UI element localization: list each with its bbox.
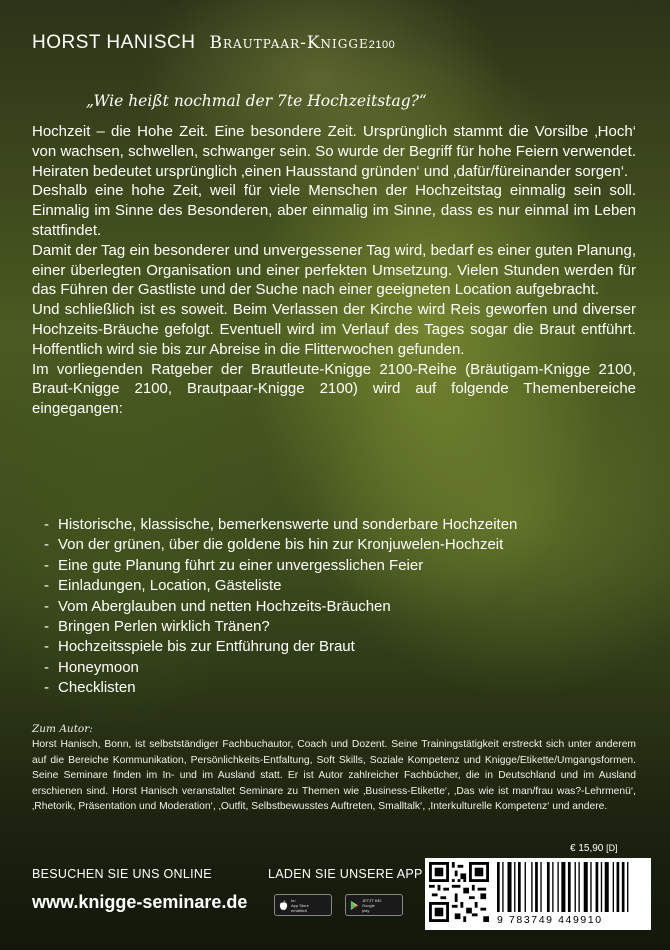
list-bullet: - — [44, 658, 49, 676]
visit-label: BESUCHEN SIE UNS ONLINE — [32, 867, 212, 881]
list-bullet: - — [44, 679, 49, 697]
list-bullet: - — [44, 516, 49, 533]
isbn-number: 9 783749 449910 — [497, 914, 603, 926]
author-name: HORST HANISCH — [32, 32, 196, 53]
list-item — [44, 515, 517, 535]
barcode-bar — [627, 862, 628, 912]
list-item — [44, 597, 517, 617]
list-item — [44, 678, 517, 698]
barcode-bar — [514, 862, 515, 912]
topic-text: Hochzeitsspiele bis zur Entführung der Braut — [58, 638, 355, 656]
paragraph: Und schließlich ist es soweit. Beim Verlassen der Kirche wird Reis geworfen und diverser Hochzeits-Bräuche gefolgt. Eventuell wird im Verlauf des Tages sogar die Braut entführt. Hoffentlich wird sie bis zur Abreise in die Flitterwochen gefunden. — [32, 301, 636, 358]
website-link[interactable]: www.knigge-seminare.de — [32, 892, 248, 912]
paragraph: Deshalb eine hohe Zeit, weil für viele Menschen der Hochzeitstag einmalig sein soll. Einmalig im Sinne des Besonderen, aber einmalig im Sinne, dass es nur einmal im Leben stattfindet. — [32, 182, 636, 239]
barcode-bar — [575, 862, 576, 912]
list-bullet: - — [44, 577, 49, 595]
barcode-bar — [578, 862, 579, 912]
barcode-bar — [613, 862, 614, 912]
list-item — [44, 535, 517, 555]
list-item — [44, 637, 517, 657]
price — [570, 843, 618, 854]
topic-text: Einladungen, Location, Gästeliste — [58, 577, 282, 595]
paragraph: Damit der Tag ein besonderer und unvergessener Tag wird, bedarf es einer guten Planung, einer überlegten Organisation und einer perfekten Umsetzung. Vielen Stunden werden für das Führen der Gastliste und der Suche nach einer geeigneten Location aufgebracht. — [32, 241, 636, 299]
app-store-badge[interactable] — [274, 894, 332, 916]
quote: „Wie heißt nochmal der 7te Hochzeitstag?“ — [86, 92, 427, 110]
apple-icon — [279, 900, 288, 911]
barcode-bar — [622, 862, 625, 912]
list-bullet: - — [44, 597, 49, 615]
price-value: € 15,90 — [570, 843, 604, 854]
barcode-bar — [605, 862, 609, 912]
barcode-bar — [568, 862, 571, 912]
topic-text: Bringen Perlen wirklich Tränen? — [58, 618, 270, 636]
barcode-bar — [617, 862, 620, 912]
barcode-bar — [531, 862, 532, 912]
barcode-bar — [508, 862, 512, 912]
list-bullet: - — [44, 618, 49, 636]
google-play-badge[interactable] — [345, 894, 403, 916]
list-item — [44, 556, 517, 576]
barcode-box — [425, 858, 651, 930]
badge-text: JETZT BEI Google play — [362, 897, 382, 913]
list-bullet: - — [44, 536, 49, 554]
paragraph: Hochzeit – die Hohe Zeit. Eine besondere Zeit. Ursprünglich stammt die Vorsilbe ‚Hoch‘ von wachsen, schwellen, schwanger sein. So wurde der Begriff für hohe Feiern verwendet. Heiraten bedeutet ursprünglich ‚einen Hausstand gründen‘ und ‚dafür/füreinander sorgen‘. — [32, 123, 636, 180]
author-bio: Horst Hanisch, Bonn, ist selbstständiger Fachbuchautor, Coach und Dozent. Seine Trainingstätigkeit erstreckt sich unter anderem auf die Bereiche Kommunikation, Persönlichkeits-Entfaltung, Soft Skills, Soziale Kompetenz und Knigge/Etikette/Umgangsformen. Seine Seminare finden im In- und im Ausland statt. Er ist Autor zahlreicher Fachbücher, die in Deutschland und im Ausland erschienen sind. Horst Hanisch veranstaltet Seminare zu Themen wie ‚Business-Etikette‘, ‚Das wie ist man/frau was?-Lehrmenü‘, ‚Rhetorik, Präsentation und Moderation‘, ‚Outfit, Selbstbewusstes Auftreten, Smalltalk‘, ‚Interkulturelle Kompetenz‘ und andere. — [32, 739, 636, 813]
list-bullet: - — [44, 638, 49, 656]
price-suffix: [D] — [606, 843, 618, 853]
topic-text: Historische, klassische, bemerkenswerte und sonderbare Hochzeiten — [58, 516, 518, 533]
google-play-icon — [350, 900, 359, 911]
header — [32, 32, 395, 54]
list-bullet: - — [44, 556, 49, 574]
barcode-bar — [535, 862, 538, 912]
barcode-icon — [495, 862, 645, 912]
barcode-bar — [596, 862, 599, 912]
book-title: Brautpaar-Knigge — [209, 33, 369, 53]
list-item — [44, 576, 517, 596]
author-section — [32, 722, 636, 814]
barcode-bar — [540, 862, 541, 912]
barcode-bar — [557, 862, 558, 912]
badge-text: Im App Store erhältlich — [291, 897, 309, 913]
barcode-bar — [561, 862, 565, 912]
barcode-bar — [525, 862, 526, 912]
app-label: LADEN SIE UNSERE APP — [268, 867, 423, 881]
author-heading: Zum Autor: — [32, 723, 93, 735]
barcode-bar — [502, 862, 503, 912]
paragraph: Im vorliegenden Ratgeber der Brautleute-Knigge 2100-Reihe (Bräutigam-Knigge 2100, Braut-Knigge 2100, Brautpaar-Knigge 2100) wird auf folgende Themenbereiche eingegangen: — [32, 360, 636, 418]
list-item — [44, 617, 517, 637]
topic-text: Von der grünen, über die goldene bis hin zur Kronjuwelen-Hochzeit — [58, 536, 504, 554]
topic-text: Vom Aberglauben und netten Hochzeits-Bräuchen — [58, 597, 391, 615]
topic-text: Eine gute Planung führt zu einer unvergesslichen Feier — [58, 556, 424, 574]
list-item — [44, 658, 517, 678]
barcode-bar — [547, 862, 550, 912]
barcode-bar — [552, 862, 553, 912]
topic-list — [44, 515, 517, 699]
barcode-bar — [590, 862, 591, 912]
book-year: 2100 — [368, 39, 396, 51]
topic-text: Checklisten — [58, 679, 136, 697]
topic-text: Honeymoon — [58, 658, 139, 676]
barcode-bar — [497, 862, 500, 912]
barcode-bar — [518, 862, 521, 912]
main-text — [32, 122, 636, 419]
barcode-bar — [601, 862, 602, 912]
qr-code-icon[interactable] — [429, 862, 489, 922]
barcode-bar — [584, 862, 588, 912]
